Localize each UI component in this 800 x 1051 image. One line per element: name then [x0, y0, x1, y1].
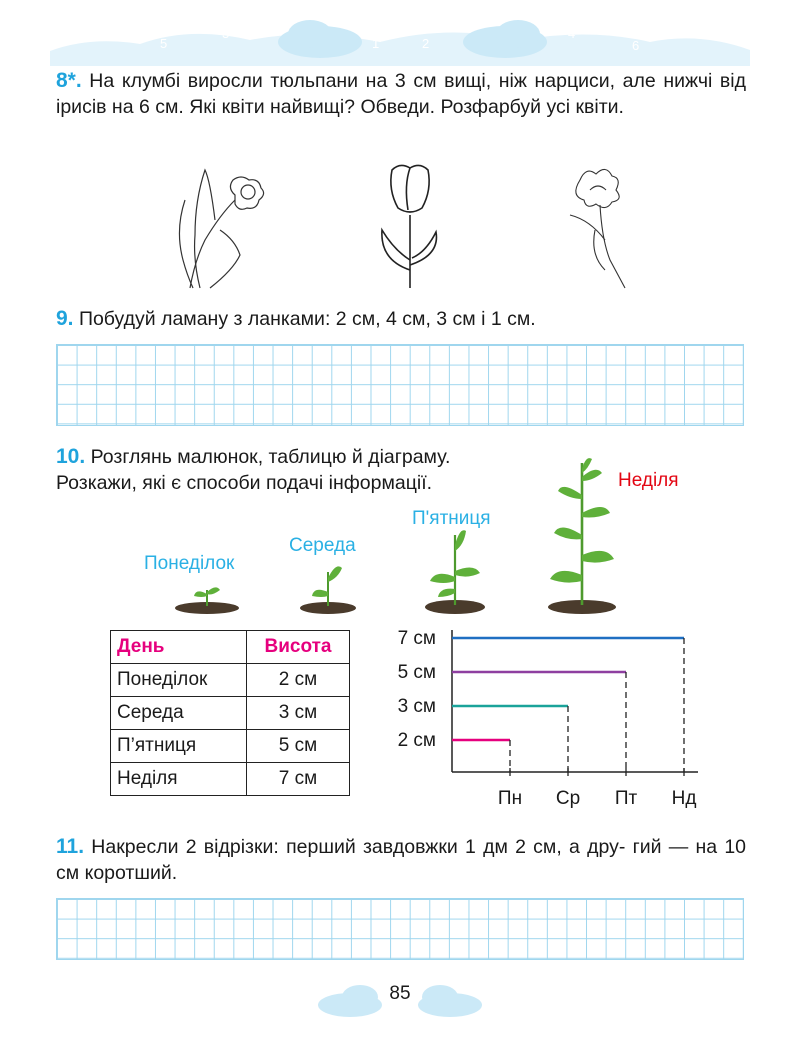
task-11 [56, 834, 746, 886]
table-cell-day: Неділя [111, 763, 247, 796]
plant-friday [424, 525, 486, 615]
table-header-row [111, 631, 350, 664]
task-9-number: 9. [56, 307, 74, 330]
header-digit: 5 [160, 36, 168, 51]
table-row [111, 763, 350, 796]
day-label-monday: Понеділок [144, 553, 235, 574]
task-11-text: Накресли 2 відрізки: перший завдовжки 1 дм 2 см, а дру- гий — на 10 см коротший. [56, 836, 747, 884]
iris-drawing [550, 160, 640, 290]
task-9-text: Побудуй ламану з ланками: 2 см, 4 см, 3 см і 1 см. [78, 308, 536, 330]
header-digit: 2 [422, 36, 430, 51]
header-clouds [50, 6, 750, 66]
plant-sunday [546, 455, 618, 615]
table-cell-height: 2 см [247, 664, 350, 697]
narcissus-drawing [165, 160, 275, 290]
header-digit: 0 [396, 16, 404, 31]
chart-y-label: 7 см [397, 628, 436, 649]
chart-x-label: Пн [497, 788, 523, 809]
page-number: 85 [389, 983, 411, 1004]
table-cell-day: Середа [111, 697, 247, 730]
table-header-day: День [111, 631, 247, 664]
chart-y-label: 3 см [397, 696, 436, 717]
chart-x-label: Ср [555, 788, 581, 809]
task-9 [56, 306, 746, 332]
header-digit: 7 [108, 24, 116, 39]
task-10-line1: Розглянь малюнок, таблицю й діаграму. [90, 446, 451, 468]
plant-monday [172, 580, 242, 615]
height-chart [380, 620, 710, 815]
day-label-wednesday: Середа [289, 535, 356, 556]
task-9-grid[interactable] [56, 344, 744, 426]
header-digit: 6 [632, 38, 640, 53]
table-row [111, 664, 350, 697]
task-11-grid[interactable] [56, 898, 744, 960]
task-10-line2: Розкажи, які є способи подачі інформації. [56, 472, 433, 494]
day-label-friday: П'ятниця [412, 508, 491, 529]
header-digit: 3 [222, 26, 230, 41]
task-10-number: 10. [56, 445, 86, 468]
height-table [110, 630, 350, 796]
header-digit: 8 [692, 26, 700, 41]
table-cell-day: Понеділок [111, 664, 247, 697]
header-digit: 1 [372, 36, 380, 51]
task-10 [56, 444, 540, 496]
table-cell-day: П’ятниця [111, 730, 247, 763]
table-cell-height: 7 см [247, 763, 350, 796]
table-row [111, 697, 350, 730]
task-8-number: 8*. [56, 69, 82, 92]
table-header-height: Висота [247, 631, 350, 664]
table-cell-height: 5 см [247, 730, 350, 763]
table-row [111, 730, 350, 763]
chart-y-label: 5 см [397, 662, 436, 683]
chart-x-label: Пт [614, 788, 638, 809]
task-8-text: На клумбі виросли тюльпани на 3 см вищі, ніж нарциси, але нижчі від ірисів на 6 см. Які квіти найвищі? Обведи. Розфарбуй усі квіти. [56, 70, 747, 118]
tulip-drawing [370, 160, 450, 290]
task-8 [56, 68, 746, 120]
chart-y-label: 2 см [397, 730, 436, 751]
day-label-sunday: Неділя [618, 470, 679, 491]
header-digit: 4 [568, 26, 576, 41]
task-11-number: 11. [56, 835, 85, 858]
chart-x-label: Нд [671, 788, 697, 809]
table-cell-height: 3 см [247, 697, 350, 730]
plant-wednesday [298, 560, 358, 615]
